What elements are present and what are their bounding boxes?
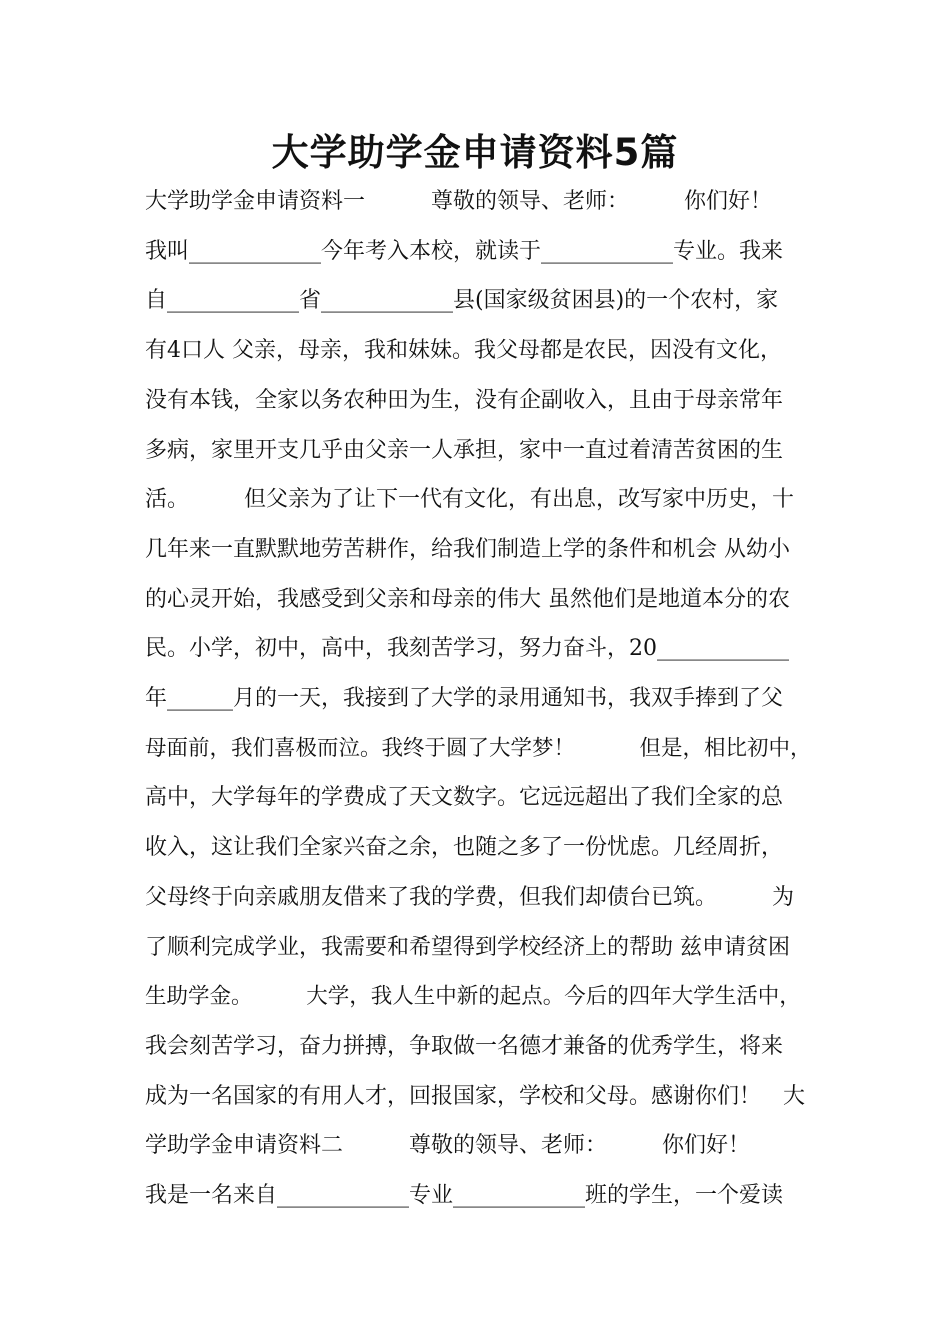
body-line: 我会刻苦学习，奋力拼搏，争取做一名德才兼备的优秀学生，将来 <box>145 1033 784 1059</box>
document-title: 大学助学金申请资料5篇 <box>271 131 679 174</box>
body-line: 生助学金。 大学，我人生中新的起点。今后的四年大学生活中， <box>145 984 801 1010</box>
body-line: 大学助学金申请资料一 尊敬的领导、老师： 你们好！ <box>145 189 773 214</box>
body-line: 活。 但父亲为了让下一代有文化，有出息，改写家中历史，十 <box>145 487 795 513</box>
body-line: 民。小学，初中，高中，我刻苦学习，努力奋斗，20____________ <box>145 636 789 662</box>
body-line: 收入，这让我们全家兴奋之余，也随之多了一份忧虑。几经周折， <box>145 835 784 861</box>
body-line: 没有本钱，全家以务农种田为生，没有企副收入，且由于母亲常年 <box>145 387 784 413</box>
body-line: 年______月的一天，我接到了大学的录用通知书，我双手捧到了父 <box>145 686 784 711</box>
body-line: 有4口人 父亲，母亲，我和妹妹。我父母都是农民，因没有文化， <box>145 338 782 364</box>
body-line: 高中，大学每年的学费成了天文数字。它远远超出了我们全家的总 <box>145 785 784 811</box>
body-line: 了顺利完成学业，我需要和希望得到学校经济上的帮助 兹申请贫困 <box>145 934 790 960</box>
body-line: 父母终于向亲戚朋友借来了我的学费，但我们却债台已筑。 为 <box>145 884 795 910</box>
body-line: 多病，家里开支几乎由父亲一人承担，家中一直过着清苦贫困的生 <box>145 437 784 463</box>
body-line: 的心灵开始，我感受到父亲和母亲的伟大 虽然他们是地道本分的农 <box>145 586 790 612</box>
body-line: 我叫____________今年考入本校，就读于____________专业。我来 <box>145 238 784 264</box>
body-line: 几年来一直默默地劳苦耕作，给我们制造上学的条件和机会 从幼小 <box>145 536 790 562</box>
body-line: 成为一名国家的有用人才，回报国家，学校和父母。感谢你们！ 大 <box>145 1083 806 1109</box>
body-line: 学助学金申请资料二 尊敬的领导、老师： 你们好！ <box>145 1133 751 1159</box>
body-line: 自____________省____________县(国家级贫困县)的一个农村，家 <box>145 288 779 314</box>
body-line: 母面前，我们喜极而泣。我终于圆了大学梦！ 但是，相比初中， <box>145 735 812 761</box>
body-line: 我是一名来自____________专业____________班的学生，一个爱读 <box>145 1183 784 1208</box>
